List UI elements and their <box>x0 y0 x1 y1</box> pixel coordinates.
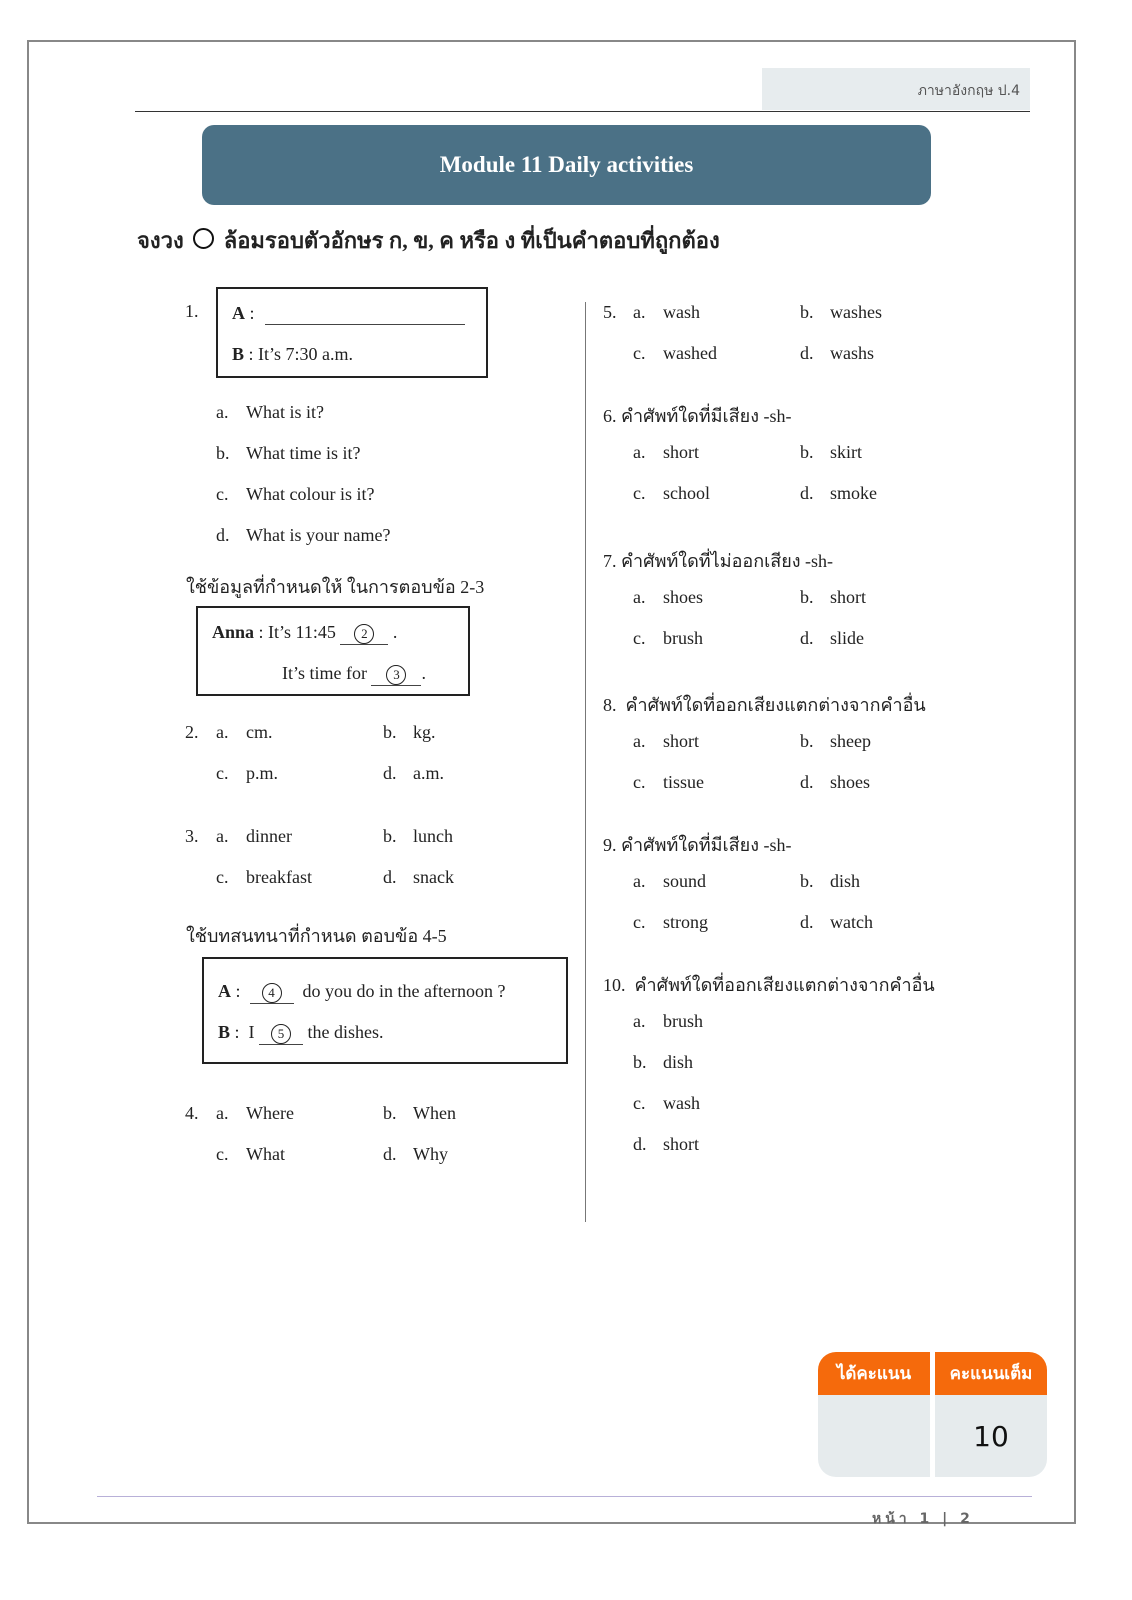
option[interactable]: washes <box>830 302 882 322</box>
option-letter: b. <box>383 826 397 846</box>
speaker-b: B <box>218 1022 231 1042</box>
option[interactable]: Why <box>413 1144 448 1164</box>
speaker-anna: Anna <box>212 622 255 642</box>
option[interactable]: lunch <box>413 826 453 846</box>
subject-label: ภาษาอังกฤษ ป.4 <box>917 83 1020 99</box>
option[interactable]: breakfast <box>246 867 312 887</box>
footer-divider <box>97 1496 1032 1497</box>
option[interactable]: p.m. <box>246 763 279 783</box>
option[interactable]: short <box>663 1134 699 1154</box>
score-obtained-label: ได้คะแนน <box>818 1352 930 1395</box>
q6-prompt: คำศัพท์ใดที่มีเสียง -sh- <box>621 406 792 426</box>
dialogue-a-line: do you do in the afternoon ? <box>302 981 506 1001</box>
option[interactable]: wash <box>663 302 700 322</box>
q1-dialogue-box: A : B : It’s 7:30 a.m. <box>216 287 488 378</box>
q8-prompt: คำศัพท์ใดที่ออกเสียงแตกต่างจากคำอื่น <box>625 695 926 715</box>
option[interactable]: brush <box>663 1011 703 1031</box>
q8-number: 8. <box>603 695 617 715</box>
option-letter: d. <box>800 912 814 932</box>
option-letter: d. <box>383 1144 397 1164</box>
option-letter: a. <box>633 731 646 751</box>
option[interactable]: snack <box>413 867 454 887</box>
q10-prompt: คำศัพท์ใดที่ออกเสียงแตกต่างจากคำอื่น <box>634 975 935 995</box>
option-letter: d. <box>800 343 814 363</box>
option-letter: d. <box>800 628 814 648</box>
option[interactable]: watch <box>830 912 873 932</box>
instruction <box>137 223 720 258</box>
option-letter: a. <box>633 1011 646 1031</box>
option[interactable]: sound <box>663 871 707 891</box>
q7-prompt: คำศัพท์ใดที่ไม่ออกเสียง -sh- <box>621 551 834 571</box>
option[interactable]: skirt <box>830 442 863 462</box>
option[interactable]: short <box>663 442 699 462</box>
option-letter: c. <box>633 483 646 503</box>
option-letter: b. <box>633 1052 647 1072</box>
option-letter: c. <box>216 867 229 887</box>
score-full-value: 10 <box>935 1395 1047 1477</box>
option-letter: b. <box>383 722 397 742</box>
option-letter: d. <box>800 772 814 792</box>
option-letter: a. <box>633 871 646 891</box>
option-letter: a. <box>216 826 229 846</box>
option-letter: b. <box>800 442 814 462</box>
option[interactable]: sheep <box>830 731 871 751</box>
info-4-5: ใช้บทสนทนาที่กำหนด ตอบข้อ 4-5 <box>186 926 447 946</box>
score-table <box>818 1352 1048 1477</box>
q3-number: 3. <box>185 826 199 846</box>
q10-number: 10. <box>603 975 626 995</box>
option[interactable]: shoes <box>830 772 870 792</box>
instruction-pre: จงวง <box>137 228 184 253</box>
score-full-label: คะแนนเต็ม <box>935 1352 1047 1395</box>
blank-2-marker: 2 <box>354 624 374 644</box>
option-letter: c. <box>216 763 229 783</box>
option[interactable]: cm. <box>246 722 273 742</box>
option[interactable]: short <box>830 587 866 607</box>
option-letter: c. <box>633 1093 646 1113</box>
q9-number: 9. <box>603 835 617 855</box>
module-title-banner <box>202 125 931 205</box>
option[interactable]: What is your name? <box>246 525 391 545</box>
q4-number: 4. <box>185 1103 199 1123</box>
option-letter: b. <box>800 871 814 891</box>
speaker-b: B <box>232 344 245 364</box>
option-letter: d. <box>383 763 397 783</box>
option[interactable]: shoes <box>663 587 703 607</box>
option-letter: c. <box>633 912 646 932</box>
option-letter: d. <box>800 483 814 503</box>
option-letter: c. <box>216 1144 229 1164</box>
option[interactable]: kg. <box>413 722 436 742</box>
option[interactable]: What colour is it? <box>246 484 375 504</box>
option[interactable]: What <box>246 1144 285 1164</box>
option-letter: a. <box>216 1103 229 1123</box>
q7-number: 7. <box>603 551 617 571</box>
option[interactable]: What is it? <box>246 402 324 422</box>
option-letter: c. <box>633 772 646 792</box>
blank-5-marker: 5 <box>271 1024 291 1044</box>
page-border <box>27 40 1076 1524</box>
q1-b-line: It’s 7:30 a.m. <box>258 344 354 364</box>
q5-number: 5. <box>603 302 617 322</box>
option[interactable]: What time is it? <box>246 443 361 463</box>
option[interactable]: school <box>663 483 710 503</box>
option-letter: d. <box>633 1134 647 1154</box>
header-divider <box>135 111 1030 112</box>
option-letter: c. <box>633 628 646 648</box>
option[interactable]: tissue <box>663 772 705 792</box>
score-obtained-value[interactable] <box>818 1395 930 1477</box>
option-letter: b. <box>800 731 814 751</box>
option[interactable]: Where <box>246 1103 294 1123</box>
option-letter: a. <box>633 442 646 462</box>
q9-prompt: คำศัพท์ใดที่มีเสียง -sh- <box>621 835 792 855</box>
option-letter: b. <box>216 443 230 463</box>
option-letter: c. <box>216 484 229 504</box>
dialogue-b-line: the dishes. <box>307 1022 384 1042</box>
option[interactable]: washs <box>830 343 874 363</box>
score-full <box>935 1352 1047 1477</box>
option-letter: d. <box>383 867 397 887</box>
option-letter: d. <box>216 525 230 545</box>
anna-box: Anna : It’s 11:45 2 . It’s time for 3 . <box>196 606 470 696</box>
blank-3-marker: 3 <box>386 665 406 685</box>
option[interactable]: dish <box>830 871 861 891</box>
option-letter: a. <box>216 402 229 422</box>
speaker-a: A <box>232 303 245 323</box>
circle-icon <box>193 228 214 249</box>
anna-line2: It’s time for <box>282 663 367 683</box>
q1-number: 1. <box>185 301 199 321</box>
option[interactable]: wash <box>663 1093 700 1113</box>
column-divider <box>585 302 586 1222</box>
option[interactable]: slide <box>830 628 864 648</box>
option-letter: a. <box>633 302 646 322</box>
option[interactable]: When <box>413 1103 456 1123</box>
option[interactable]: short <box>663 731 699 751</box>
option-letter: b. <box>383 1103 397 1123</box>
option[interactable]: a.m. <box>413 763 444 783</box>
instruction-text: ล้อมรอบตัวอักษร ก, ข, ค หรือ ง ที่เป็นคำตอบที่ถูกต้อง <box>223 228 720 253</box>
dialogue-box-4-5: A : 4 do you do in the afternoon ? B : I 5 the dishes. <box>202 957 568 1064</box>
option[interactable]: dish <box>663 1052 694 1072</box>
module-title: Module 11 Daily activities <box>439 152 694 177</box>
anna-line1: It’s 11:45 <box>268 622 336 642</box>
q2-number: 2. <box>185 722 199 742</box>
option-letter: b. <box>800 587 814 607</box>
option-letter: a. <box>216 722 229 742</box>
blank-4-marker: 4 <box>262 983 282 1003</box>
page-number: หน้า 1 | 2 <box>872 1511 974 1527</box>
option[interactable]: dinner <box>246 826 292 846</box>
score-obtained <box>818 1352 930 1477</box>
info-2-3: ใช้ข้อมูลที่กำหนดให้ ในการตอบข้อ 2-3 <box>186 577 485 597</box>
dialogue-b-pre: I <box>248 1022 255 1042</box>
q6-number: 6. <box>603 406 617 426</box>
option[interactable]: brush <box>663 628 703 648</box>
option-letter: a. <box>633 587 646 607</box>
option-letter: c. <box>633 343 646 363</box>
speaker-a: A <box>218 981 231 1001</box>
option-letter: b. <box>800 302 814 322</box>
option[interactable]: smoke <box>830 483 877 503</box>
option[interactable]: strong <box>663 912 708 932</box>
option[interactable]: washed <box>663 343 717 363</box>
